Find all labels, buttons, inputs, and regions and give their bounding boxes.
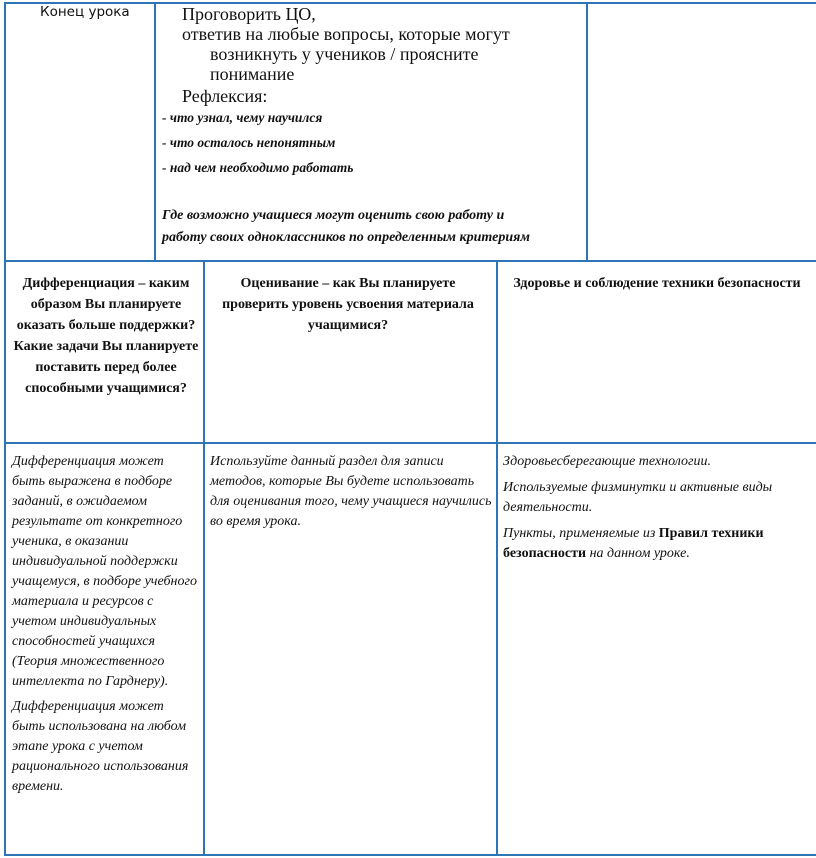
lesson-end-content: [162, 4, 584, 249]
table-border-row1-col2: [586, 2, 588, 260]
answer-line-3: понимание: [210, 64, 295, 84]
answer-line-2: возникнуть у учеников / проясните: [210, 44, 479, 64]
discuss-objectives: Проговорить ЦО,: [182, 4, 316, 24]
health-safety-header: Здоровье и соблюдение техники безопасности: [513, 276, 801, 291]
reflection-heading: Рефлексия:: [182, 86, 268, 106]
table-border-col2: [203, 260, 205, 856]
assessment-cell: [210, 452, 492, 532]
reflection-item: - над чем необходимо работать: [162, 160, 354, 175]
reflection-item: - что осталось непонятным: [162, 135, 336, 150]
health-text: Здоровьесберегающие технологии.: [503, 454, 711, 469]
table-border-col3: [496, 260, 498, 856]
differentiation-text: Дифференциация может быть использована на любом этапе урока с учетом рационального использования времени.: [12, 699, 189, 794]
peer-assessment-line-1: Где возможно учащиеся могут оценить свою работу и: [162, 208, 505, 223]
health-text: Используемые физминутки и активные виды деятельности.: [503, 480, 773, 515]
table-border-bottom: [4, 854, 816, 856]
health-text-pre: Пункты, применяемые из: [503, 526, 659, 541]
differentiation-text: Дифференциация может быть выражена в подборе заданий, в ожидаемом результате от конкретного ученика, в оказании индивидуальной поддержки учащемуся, в подборе учебного материала и ресурсов с учетом индивидуальных способностей учащихся (Теория множественного интеллекта по Гарднеру).: [12, 454, 197, 689]
health-safety-cell: [503, 452, 809, 564]
assessment-text: Используйте данный раздел для записи методов, которые Вы будете использовать для оценивания того, чему учащиеся научились во время урока.: [210, 454, 492, 529]
lesson-end-label: Конец урока: [40, 4, 130, 20]
differentiation-cell: [12, 452, 200, 797]
assessment-header: Оценивание – как Вы планируете проверить уровень усвоения материала учащимися?: [222, 276, 474, 333]
peer-assessment-line-2: работу своих одноклассников по определенным критериям: [162, 230, 530, 245]
table-border-left: [4, 2, 6, 856]
health-text: [503, 524, 809, 564]
reflection-item: - что узнал, чему научился: [162, 110, 323, 125]
answer-line-1: ответив на любые вопросы, которые могут: [182, 24, 510, 44]
table-border-row1-col1: [154, 2, 156, 260]
table-border-row1: [4, 260, 816, 262]
differentiation-header: Дифференциация – каким образом Вы планируете оказать больше поддержки? Какие задачи Вы планируете поставить перед более способными учащимися?: [13, 276, 199, 396]
health-text-post: на данном уроке.: [586, 546, 690, 561]
table-border-row2: [4, 442, 816, 444]
safety-rules-bold: Правил техники безопасности: [503, 526, 764, 561]
